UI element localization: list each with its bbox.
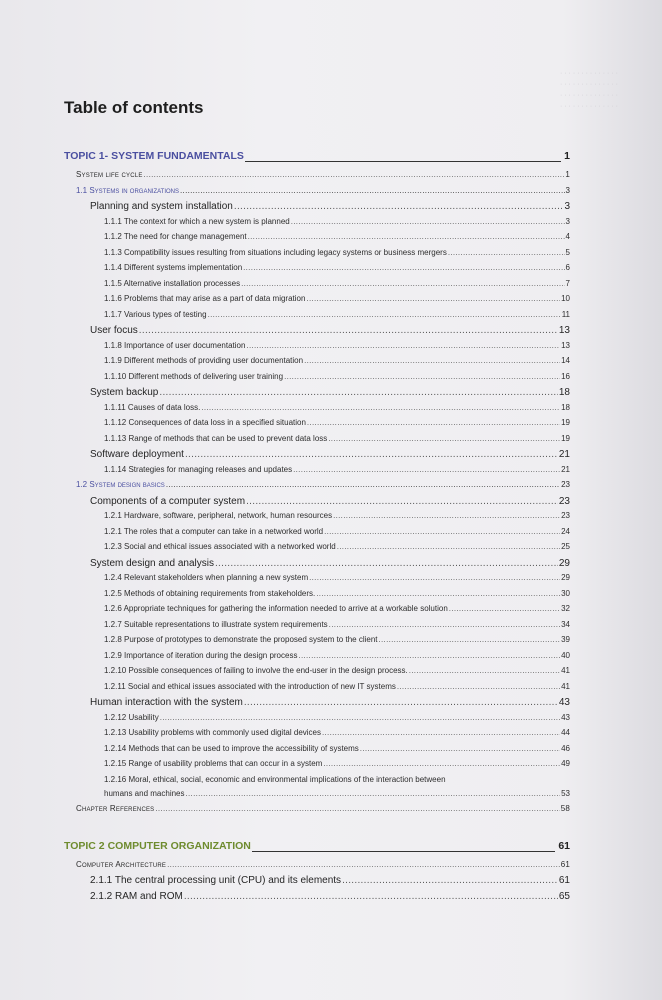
dot-leader: [333, 511, 560, 520]
bleed-through-text: · · · · · · · · · · · · · · · · · · · · · · · · · · · · · · · · · · · · · · · · · · · · · · · · · · · · · · · ·: [560, 70, 618, 110]
toc-entry[interactable]: [64, 465, 570, 481]
toc-page-number: 39: [561, 635, 570, 644]
toc-page-number: 21: [558, 449, 570, 460]
toc-page-number: 40: [561, 650, 570, 660]
toc-entry-title: 1.2.12 Usability: [104, 712, 159, 722]
toc-entry-title: 1.1.14 Strategies for managing releases and updates: [104, 464, 293, 474]
toc-entry[interactable]: [64, 666, 570, 682]
toc-entry[interactable]: [64, 294, 570, 310]
toc-entry[interactable]: [64, 759, 570, 775]
toc-entry[interactable]: [64, 875, 570, 891]
dot-leader: [159, 387, 558, 398]
toc-page-number: 49: [561, 759, 570, 768]
toc-entry[interactable]: [64, 635, 570, 651]
toc-entry-title: Planning and system installation: [90, 201, 233, 212]
toc-entry-title: 1.1.12 Consequences of data loss in a specified situation: [104, 418, 306, 427]
page-title: Table of contents: [64, 98, 204, 117]
dot-leader: [284, 372, 560, 381]
toc-entry-title: 1.2.3 Social and ethical issues associated with a networked world: [104, 542, 336, 551]
toc-entry-title: Computer Architecture: [76, 859, 167, 869]
toc-page-number: 4: [565, 232, 570, 241]
dot-leader: [160, 713, 560, 722]
toc-entry-title: 1.2.1 Hardware, software, peripheral, network, human resources: [104, 511, 333, 520]
toc-entry-title: 1.2.5 Methods of obtaining requirements from stakeholders.: [104, 588, 316, 598]
toc-entry[interactable]: [64, 860, 570, 876]
dot-leader: [307, 418, 560, 427]
dot-leader: [234, 201, 564, 212]
toc-entry[interactable]: [64, 604, 570, 620]
toc-page-number: 61: [558, 839, 570, 852]
dot-leader: [309, 573, 560, 582]
dot-leader: [252, 847, 555, 852]
toc-entry-title: 1.1.11 Causes of data loss.: [104, 402, 201, 412]
dot-leader: [337, 542, 560, 551]
toc-entry[interactable]: [64, 170, 570, 186]
toc-page-number: 19: [561, 418, 570, 427]
toc-entry-title: 1.2.10 Possible consequences of failing to involve the end-user in the design process.: [104, 666, 408, 675]
toc-entry-title: 1.1.13 Range of methods that can be used to prevent data loss: [104, 433, 328, 443]
toc-page-number: 58: [560, 804, 570, 813]
toc-entry[interactable]: [64, 573, 570, 589]
toc-page-number: 13: [558, 325, 570, 336]
toc-page-number: 32: [561, 604, 570, 613]
toc-entry[interactable]: [64, 449, 570, 465]
toc-entry[interactable]: [64, 744, 570, 760]
toc-entry-title: TOPIC 2 COMPUTER ORGANIZATION: [64, 839, 251, 852]
toc-page-number: 1: [564, 150, 570, 162]
toc-entry-title: 1.1.6 Problems that may arise as a part of data migration: [104, 294, 306, 303]
toc-entry[interactable]: [64, 697, 570, 713]
toc-page-number: 1: [565, 170, 570, 179]
dot-leader: [139, 325, 558, 336]
toc-entry-title: 1.2.6 Appropriate techniques for gathering the information needed to arrive at a workable solution: [104, 604, 448, 613]
dot-leader: [167, 860, 560, 869]
toc-entry-title: 2.1.1 The central processing unit (CPU) and its elements: [90, 875, 342, 886]
toc-entry[interactable]: [64, 279, 570, 295]
toc-entry-title: 1.1 Systems in organizations: [76, 185, 180, 195]
toc-entry[interactable]: [64, 387, 570, 403]
toc-entry-title: Chapter References: [76, 804, 155, 813]
dot-leader: [360, 744, 560, 753]
toc-page-number: 16: [561, 371, 570, 381]
toc-entry[interactable]: [64, 480, 570, 496]
dot-leader: [245, 157, 561, 162]
toc-page-number: 10: [561, 294, 570, 303]
toc-page-number: 23: [558, 495, 570, 507]
toc-page-number: 46: [561, 743, 570, 753]
toc-page-number: 13: [561, 340, 570, 350]
toc-page-number: 23: [561, 480, 570, 489]
toc-entry[interactable]: [64, 186, 570, 202]
toc-entry-title: Software deployment: [90, 449, 184, 460]
toc-page-number: 18: [561, 402, 570, 412]
dot-leader: [306, 294, 560, 303]
toc-page-number: 3: [565, 216, 570, 226]
toc-page-number: 34: [561, 619, 570, 629]
toc-page-number: 21: [561, 464, 570, 474]
toc-entry[interactable]: [64, 496, 570, 512]
toc-entry-title: 1.2.13 Usability problems with commonly used digital devices: [104, 728, 321, 737]
toc-page-number: 6: [565, 263, 570, 272]
toc-entry[interactable]: [64, 263, 570, 279]
toc-entry[interactable]: [64, 804, 570, 820]
dot-leader: [298, 651, 560, 660]
dot-leader: [186, 789, 561, 798]
toc-entry[interactable]: [64, 310, 570, 326]
toc-page-number: 3: [565, 185, 570, 195]
dot-leader: [449, 604, 560, 613]
toc-entry-title: 1.2.4 Relevant stakeholders when planning a new system: [104, 573, 309, 582]
dot-leader: [155, 804, 559, 813]
toc-entry[interactable]: [64, 891, 570, 907]
dot-leader: [379, 635, 561, 644]
toc-entry[interactable]: [64, 511, 570, 527]
toc-page-number: 41: [561, 666, 570, 675]
toc-entry[interactable]: [64, 728, 570, 744]
toc-page-number: 5: [565, 247, 570, 257]
dot-leader: [324, 527, 560, 536]
toc-page-number: 11: [561, 309, 570, 319]
toc-entry[interactable]: [64, 434, 570, 450]
dot-leader: [215, 558, 558, 569]
toc-page-number: 41: [561, 681, 570, 691]
toc-entry-title: System design and analysis: [90, 557, 214, 569]
dot-leader: [328, 434, 560, 443]
toc-entry[interactable]: [64, 201, 570, 217]
dot-leader: [291, 217, 565, 226]
toc-entry[interactable]: [64, 713, 570, 729]
toc-entry-title: 1.1.8 Importance of user documentation: [104, 340, 246, 350]
toc-entry-title: 1.1.7 Various types of testing: [104, 309, 207, 319]
dot-leader: [180, 186, 565, 195]
dot-leader: [248, 232, 565, 241]
toc-page-number: 44: [561, 728, 570, 737]
toc-entry[interactable]: [64, 341, 570, 357]
toc-page-number: 23: [561, 511, 570, 520]
toc-entry-title: 1.1.5 Alternative installation processes: [104, 278, 241, 288]
dot-leader: [322, 728, 560, 737]
dot-leader: [244, 697, 558, 708]
toc-entry[interactable]: [64, 232, 570, 248]
toc-entry-title: 1.1.1 The context for which a new system is planned: [104, 216, 290, 226]
toc-entry-title: TOPIC 1- SYSTEM FUNDAMENTALS: [64, 150, 244, 162]
toc-entry[interactable]: [64, 527, 570, 543]
toc-entry-title: User focus: [90, 325, 138, 336]
toc-entry-title: 1.1.10 Different methods of delivering user training: [104, 371, 284, 381]
dot-leader: [184, 891, 558, 902]
toc-entry-title: System backup: [90, 387, 159, 398]
dot-leader: [243, 263, 564, 272]
toc-entry-title: 1.1.4 Different systems implementation: [104, 263, 243, 272]
toc-page-number: 7: [565, 278, 570, 288]
toc-page-number: 18: [558, 387, 570, 398]
dot-leader: [329, 620, 560, 629]
toc-entry-title: 1.2.11 Social and ethical issues associated with the introduction of new IT systems: [104, 681, 396, 691]
toc-page-number: 61: [560, 859, 570, 869]
toc-entry-title: 1.2.16 Moral, ethical, social, economic and environmental implications of the interaction between: [104, 774, 446, 784]
dot-leader: [397, 682, 560, 691]
toc-page-number: 43: [558, 697, 570, 708]
toc-entry-title: 1.2 System design basics: [76, 480, 165, 489]
dot-leader: [304, 356, 560, 365]
dot-leader: [241, 279, 564, 288]
toc-page-number: 29: [561, 573, 570, 582]
toc-page-number: 43: [561, 712, 570, 722]
dot-leader: [448, 248, 565, 257]
toc-entry[interactable]: [64, 403, 570, 419]
toc-entry[interactable]: [64, 217, 570, 233]
toc-entry-title: 2.1.2 RAM and ROM: [90, 890, 183, 902]
toc-entry[interactable]: [64, 558, 570, 574]
toc-entry[interactable]: [64, 651, 570, 667]
toc-page-number: 30: [561, 588, 570, 598]
toc-entry[interactable]: [64, 325, 570, 341]
dot-leader: [293, 465, 560, 474]
toc-page-number: 14: [561, 356, 570, 365]
toc-entry-title: Components of a computer system: [90, 495, 246, 507]
toc-entry[interactable]: [64, 372, 570, 388]
toc-entry[interactable]: [64, 826, 570, 852]
toc-entry-title: 1.2.15 Range of usability problems that can occur in a system: [104, 759, 323, 768]
toc-page-number: 29: [558, 557, 570, 569]
toc-page-number: 61: [558, 875, 570, 886]
dot-leader: [166, 480, 560, 489]
toc-entry[interactable]: [64, 418, 570, 434]
toc-entry[interactable]: [64, 542, 570, 558]
dot-leader: [342, 875, 558, 886]
toc-entry[interactable]: [64, 248, 570, 264]
dot-leader: [409, 666, 560, 675]
toc-entry-title: 1.1.2 The need for change management: [104, 232, 247, 241]
toc-entry[interactable]: [64, 136, 570, 162]
dot-leader: [316, 589, 560, 598]
toc-entry[interactable]: [64, 789, 570, 805]
toc-page-number: 53: [561, 788, 570, 798]
toc-entry-title: System life cycle: [76, 170, 143, 179]
dot-leader: [208, 310, 561, 319]
toc-entry-title: Human interaction with the system: [90, 697, 243, 708]
dot-leader: [201, 403, 560, 412]
toc-entry-title: 1.2.1 The roles that a computer can take in a networked world: [104, 526, 324, 536]
dot-leader: [246, 341, 560, 350]
toc-page-number: 3: [564, 201, 570, 212]
toc-page-number: 24: [561, 526, 570, 536]
toc-entry-title: 1.2.14 Methods that can be used to improve the accessibility of systems: [104, 743, 359, 753]
toc-entry[interactable]: [64, 682, 570, 698]
toc-entry[interactable]: [64, 775, 570, 789]
toc-page-number: 19: [561, 433, 570, 443]
toc-page-number: 25: [561, 542, 570, 551]
toc-entry[interactable]: [64, 356, 570, 372]
toc-entry-title: 1.2.7 Suitable representations to illustrate system requirements: [104, 619, 328, 629]
toc-entry-title: 1.1.9 Different methods of providing user documentation: [104, 356, 304, 365]
toc-entry[interactable]: [64, 589, 570, 605]
toc-entry-title: 1.2.8 Purpose of prototypes to demonstrate the proposed system to the client: [104, 635, 378, 644]
dot-leader: [185, 449, 558, 460]
toc-entry-title: humans and machines: [104, 788, 185, 798]
dot-leader: [144, 170, 565, 179]
toc-page-number: 65: [558, 890, 570, 902]
toc-entry[interactable]: [64, 620, 570, 636]
dot-leader: [246, 496, 558, 507]
toc-entry-title: 1.1.3 Compatibility issues resulting from situations including legacy systems or business mergers: [104, 247, 447, 257]
toc-entry-title: 1.2.9 Importance of iteration during the design process: [104, 650, 298, 660]
table-of-contents: [64, 136, 570, 906]
dot-leader: [323, 759, 560, 768]
